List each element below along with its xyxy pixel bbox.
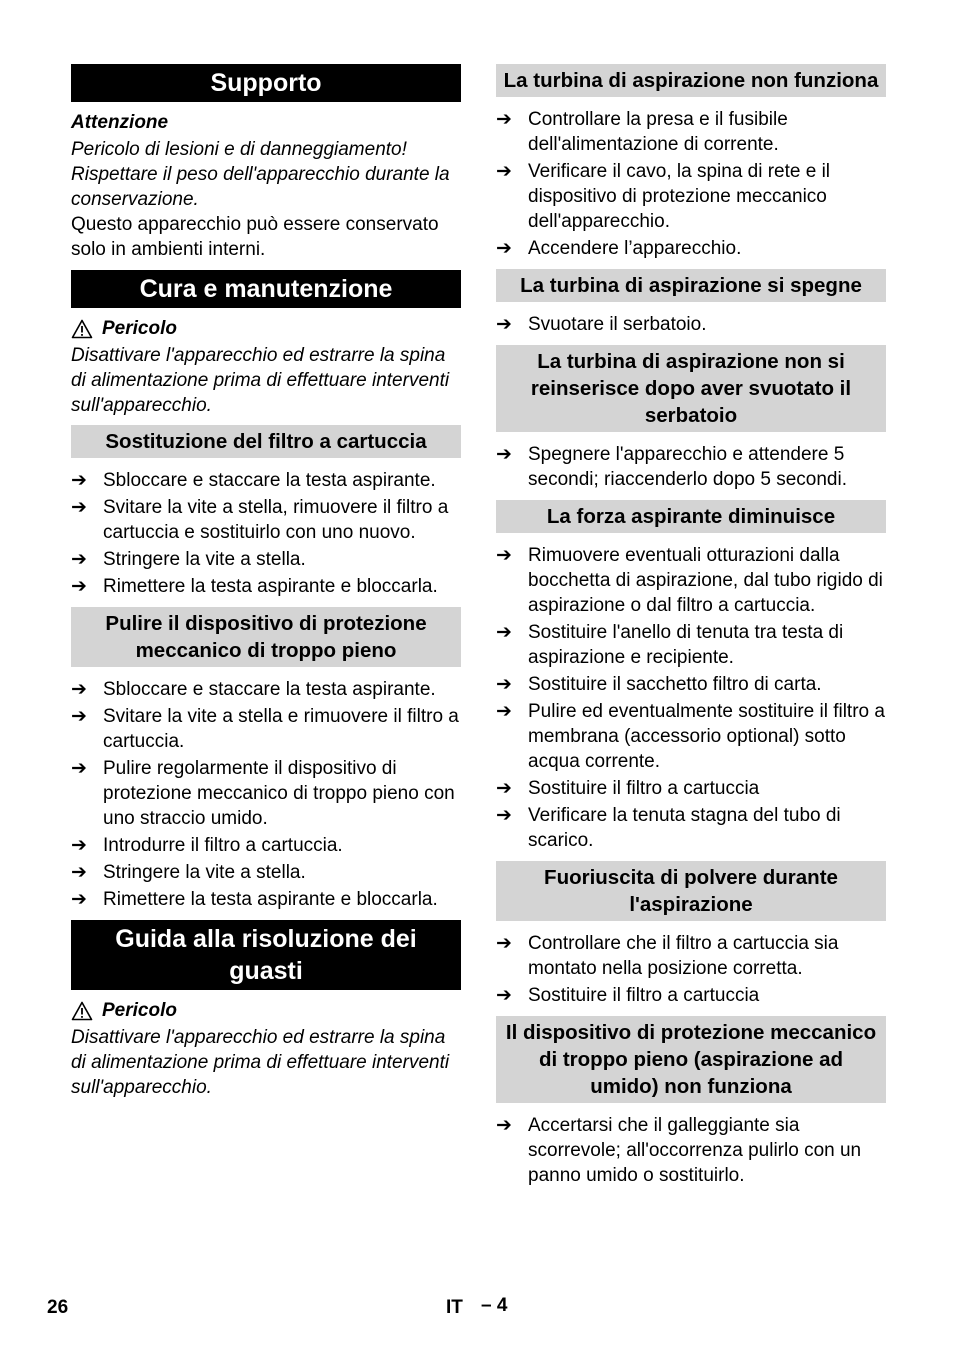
list-item: ➔ Verificare il cavo, la spina di rete e il dispositivo di protezione meccanico dell'apparecchio. [496,161,831,232]
arrow-right-icon: ➔ [71,758,87,779]
arrow-right-icon: ➔ [496,985,512,1006]
arrow-right-icon: ➔ [496,933,512,954]
list-pulire [71,677,461,912]
storage-note: Questo apparecchio può essere conservato solo in ambienti interni. [71,214,439,260]
attention-text: Pericolo di lesioni e di danneggiamento! Rispettare il peso dell'apparecchio durante la conservazione. [71,139,450,210]
list-item: ➔ Rimuovere eventuali otturazioni dalla bocchetta di aspirazione, dal tubo rigido di aspirazione o dal filtro a cartuccia. [496,545,883,616]
list-item: ➔ Sostituire il filtro a cartuccia [496,778,760,799]
arrow-right-icon: ➔ [496,314,512,335]
arrow-right-icon: ➔ [496,1115,512,1136]
danger-row [71,316,461,341]
list-filtro [71,468,461,599]
danger-label: Pericolo [102,318,177,339]
list-item: ➔ Controllare la presa e il fusibile dell'alimentazione di corrente. [496,109,788,155]
warning-triangle-icon [71,319,93,339]
heading-turbina-si-spegne: La turbina di aspirazione si spegne [496,269,886,302]
list-item: ➔ Sostituire il sacchetto filtro di carta. [496,674,822,695]
list-item: ➔ Sbloccare e staccare la testa aspirante. [71,470,436,491]
language-code: IT [446,1297,463,1318]
list-item: ➔ Controllare che il filtro a cartuccia sia montato nella posizione corretta. [496,933,839,979]
list-non-funziona [496,107,886,261]
list-umido [496,1113,886,1188]
list-item: ➔ Accertarsi che il galleggiante sia scorrevole; all'occorrenza pulirlo con un panno umido o sostituirlo. [496,1115,862,1186]
arrow-right-icon: ➔ [71,470,87,491]
danger-label: Pericolo [102,1000,177,1021]
list-item: ➔ Stringere la vite a stella. [71,862,306,883]
list-item: ➔ Sostituire l'anello di tenuta tra testa di aspirazione e recipiente. [496,622,844,668]
heading-forza-aspirante: La forza aspirante diminuisce [496,500,886,533]
list-item: ➔ Stringere la vite a stella. [71,549,306,570]
list-item: ➔ Rimettere la testa aspirante e bloccarla. [71,889,438,910]
heading-dispositivo-umido: Il dispositivo di protezione meccanico di troppo pieno (aspirazione ad umido) non funziona [496,1016,886,1103]
heading-sostituzione-filtro: Sostituzione del filtro a cartuccia [71,425,461,458]
heading-turbina-non-reinserisce: La turbina di aspirazione non si reinserisce dopo aver svuotato il serbatoio [496,345,886,432]
heading-guida-guasti: Guida alla risoluzione dei guasti [71,920,461,990]
arrow-right-icon: ➔ [496,238,512,259]
right-column [496,64,886,1196]
page-number: 26 [47,1297,69,1318]
list-item: ➔ Sbloccare e staccare la testa aspirante. [71,679,436,700]
list-item: ➔ Rimettere la testa aspirante e bloccarla. [71,576,438,597]
arrow-right-icon: ➔ [71,862,87,883]
heading-turbina-non-funziona: La turbina di aspirazione non funziona [496,64,886,97]
left-column [71,64,461,1107]
arrow-right-icon: ➔ [496,778,512,799]
danger-row [71,998,461,1023]
arrow-right-icon: ➔ [71,679,87,700]
list-item: ➔ Svitare la vite a stella e rimuovere il filtro a cartuccia. [71,706,459,752]
warning-triangle-icon [71,1001,93,1021]
arrow-right-icon: ➔ [71,706,87,727]
attention-label: Attenzione [71,112,169,133]
arrow-right-icon: ➔ [71,576,87,597]
arrow-right-icon: ➔ [496,109,512,130]
arrow-right-icon: ➔ [71,889,87,910]
list-item: ➔ Accendere l’apparecchio. [496,238,742,259]
list-item: ➔ Svitare la vite a stella, rimuovere il filtro a cartuccia e sostituirlo con uno nuovo. [71,497,449,543]
list-item: ➔ Sostituire il filtro a cartuccia [496,985,760,1006]
list-forza [496,543,886,853]
heading-pulire-dispositivo: Pulire il dispositivo di protezione meccanico di troppo pieno [71,607,461,667]
list-item: ➔ Spegnere l'apparecchio e attendere 5 secondi; riaccenderlo dopo 5 secondi. [496,444,847,490]
list-item: ➔ Pulire regolarmente il dispositivo di protezione meccanico di troppo pieno con uno straccio umido. [71,758,455,829]
list-item: ➔ Introdurre il filtro a cartuccia. [71,835,343,856]
list-item: ➔ Pulire ed eventualmente sostituire il filtro a membrana (accessorio optional) sotto acqua corrente. [496,701,885,772]
arrow-right-icon: ➔ [496,161,512,182]
list-reinserisce [496,442,886,492]
arrow-right-icon: ➔ [496,444,512,465]
heading-fuoriuscita-polvere: Fuoriuscita di polvere durante l'aspirazione [496,861,886,921]
arrow-right-icon: ➔ [71,835,87,856]
danger-text: Disattivare l'apparecchio ed estrarre la spina di alimentazione prima di effettuare interventi sull'apparecchio. [71,345,450,416]
arrow-right-icon: ➔ [496,701,512,722]
arrow-right-icon: ➔ [496,622,512,643]
danger-text: Disattivare l'apparecchio ed estrarre la spina di alimentazione prima di effettuare interventi sull'apparecchio. [71,1027,450,1098]
heading-cura-manutenzione: Cura e manutenzione [71,270,461,308]
arrow-right-icon: ➔ [496,674,512,695]
list-item: ➔ Svuotare il serbatoio. [496,314,707,335]
arrow-right-icon: ➔ [496,805,512,826]
arrow-right-icon: ➔ [71,549,87,570]
list-item: ➔ Verificare la tenuta stagna del tubo di scarico. [496,805,841,851]
list-spegne [496,312,886,337]
arrow-right-icon: ➔ [71,497,87,518]
section-number: – 4 [481,1295,508,1316]
arrow-right-icon: ➔ [496,545,512,566]
heading-supporto: Supporto [71,64,461,102]
list-polvere [496,931,886,1008]
